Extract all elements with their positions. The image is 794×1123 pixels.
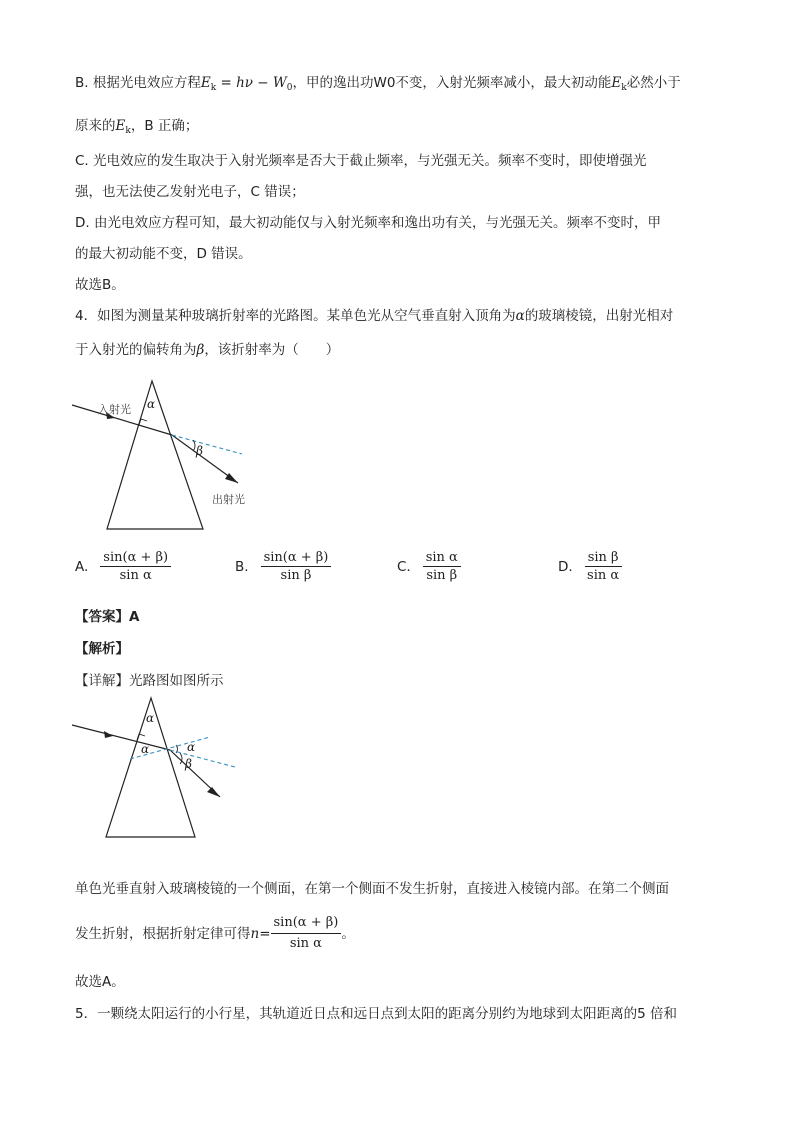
choose-a: 故选A。: [75, 974, 125, 990]
option-a[interactable]: A. $\frac{\sin(\alpha + \beta)}{\text{sin α}}$: [75, 550, 171, 583]
refraction-formula: $\frac{\sin(\alpha + \beta)}{\text{sin α}}$: [271, 914, 342, 953]
option-b-explain-line2: 原来的$E_k$，B 正确；: [75, 118, 199, 136]
beta-arc-2: [180, 753, 182, 764]
incident-ray-2: [72, 725, 170, 750]
alpha-left-label: α: [141, 742, 150, 756]
choose-b: 故选B。: [75, 277, 125, 293]
question4-line1: 4．如图为测量某种玻璃折射率的光路图。某单色光从空气垂直射入顶角为α的玻璃棱镜，出射光相对: [75, 308, 674, 324]
option-c[interactable]: C. $\frac{\text{sin α}}{\text{sin β}}$: [397, 550, 461, 583]
beta-label-2: β: [185, 757, 192, 771]
explanation-line1: 单色光垂直射入玻璃棱镜的一个侧面，在第一个侧面不发生折射，直接进入棱镜内部。在第二个侧面: [75, 881, 669, 897]
exit-arrow-2: [207, 787, 220, 797]
option-c-explain-line1: C. 光电效应的发生取决于入射光频率是否大于截止频率，与光强无关。频率不变时，即使增强光: [75, 153, 647, 169]
option-c-explain-line2: 强，也无法使乙发射光电子，C 错误；: [75, 184, 305, 200]
explanation-line2: 发生折射，根据折射定律可得 n = $\frac{\sin(\alpha + \beta)}{\text{sin α}}$ 。: [75, 915, 355, 951]
option-d-explain-line2: 的最大初动能不变，D 错误。: [75, 246, 252, 262]
incident-label: 入射光: [98, 403, 131, 416]
ek-symbol: $E_k$: [611, 75, 627, 93]
exit-label: 出射光: [212, 493, 245, 506]
beta-label: β: [196, 444, 203, 458]
alpha-right-label: α: [187, 740, 196, 754]
answer: 【答案】A: [75, 609, 140, 625]
prism-figure-2: [60, 693, 280, 843]
extension-dashed: [172, 435, 242, 454]
option-d[interactable]: D. $\frac{\text{sin β}}{\text{sin α}}$: [558, 550, 622, 583]
detail-heading: 【详解】光路图如图所示: [75, 673, 224, 689]
question4-line2: 于入射光的偏转角为β，该折射率为（ ）: [75, 342, 340, 358]
alpha-top-label: α: [146, 711, 155, 725]
option-b[interactable]: B. $\frac{\sin(\alpha + \beta)}{\text{sin β}}$: [235, 550, 331, 583]
analysis-heading: 【解析】: [75, 641, 129, 657]
ek-symbol-2: $E_k$: [115, 118, 131, 136]
option-b-explain-line1: B. 根据光电效应方程$E_k = h\nu - W_0$，甲的逸出功W0不变，入射光频率减小，最大初动能$E_k$必然小于: [75, 75, 681, 93]
alpha-label: α: [147, 397, 156, 411]
prism-figure-1: [60, 375, 280, 540]
question5: 5．一颗绕太阳运行的小行星，其轨道近日点和远日点到太阳的距离分别约为地球到太阳距离的5 倍和: [75, 1006, 677, 1022]
ek-formula: $E_k = h\nu - W_0$: [200, 75, 293, 93]
option-d-explain-line1: D. 由光电效应方程可知，最大初动能仅与入射光频率和逸出功有关，与光强无关。频率不变时，甲: [75, 215, 661, 231]
